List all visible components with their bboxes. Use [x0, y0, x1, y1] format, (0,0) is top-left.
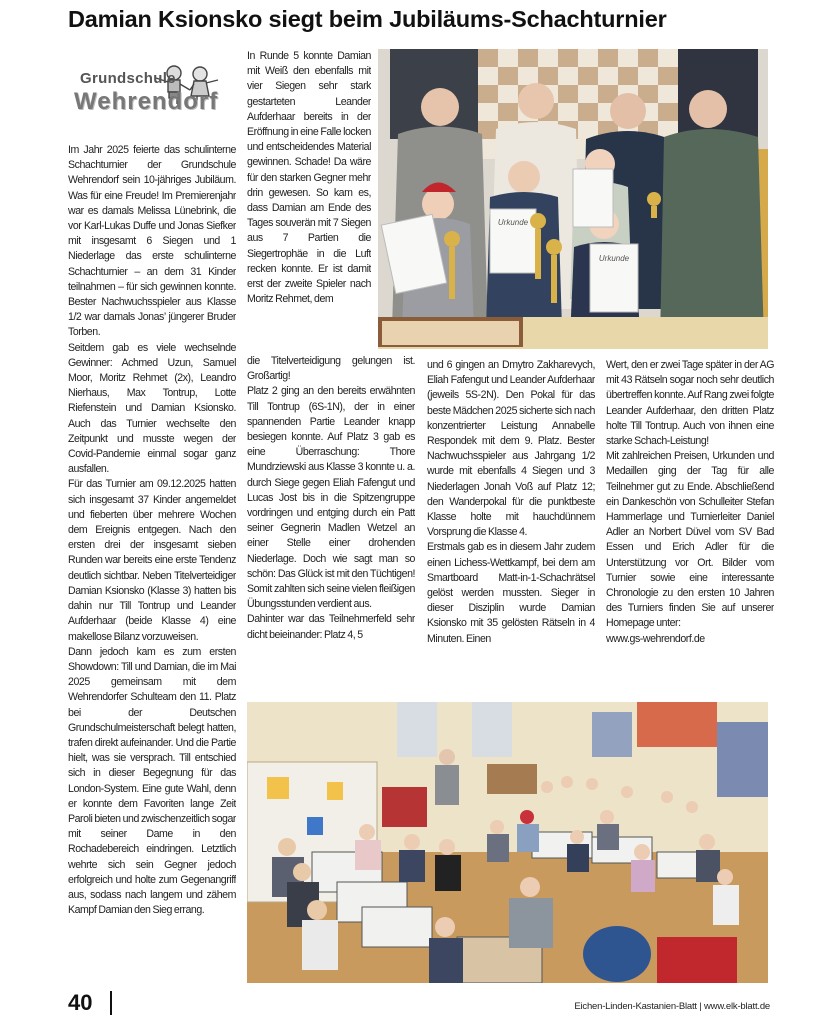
paragraph: Wert, den er zwei Tage später in der AG mit 43 Rätseln sogar noch sehr deutlich übertreffen konnte. Auf Rang zwei folgte Leander Aufderhaar, den dritten Platz holte Till Tontrup. Auch von ihnen eine starke Schach-Leistung! [606, 359, 774, 448]
certificate-label: Urkunde [497, 218, 529, 227]
certificate [590, 244, 638, 312]
paragraph: und 6 gingen an Dmytro Zakharevych, Eliah Fafengut und Leander Aufderhaar (jeweils 5S-2N). Den Pokal für das beste Mädchen 2025 sicherte sich nach konzentrierter Leistung Annabelle Respondek mit dem 9. Platz. Bester Nachwuchsspieler aus Jahrgang 1/2 wurde mit ebenfalls 4 Siegen und 3 Niederlagen Jonah Voß auf Platz 12; den Wanderpokal für die punktbeste Klasse holte mit hauchdünnem Vorsprung die Klasse 4. [427, 359, 595, 539]
paragraph: die Titelverteidigung gelungen ist. Großartig! [247, 355, 415, 383]
winners-group-photo [378, 49, 768, 349]
article-column-2-top [247, 49, 371, 339]
paragraph: Seitdem gab es viele wechselnde Gewinner: Achmed Uzun, Samuel Moor, Moritz Rehmet (2x), Leandro Nierhaus, Max Tontrup, Lotte Riefenstein und Damian Ksionsko. Auch das Turnier wechselte den Zeitpunkt und musste wegen der Covid-Pandemie einmal sogar ganz ausfallen. [68, 341, 236, 476]
page-number: 40 [68, 990, 93, 1015]
article-column-2 [247, 354, 415, 698]
winners-photo-illustration [378, 49, 768, 349]
logo-line-2: Wehrendorf [74, 88, 219, 115]
school-logo [68, 62, 228, 132]
website-link[interactable]: www.gs-wehrendorf.de [606, 632, 705, 645]
certificate [490, 209, 536, 273]
paragraph: Erstmals gab es in diesem Jahr zudem einen Lichess-Wettkampf, bei dem am Smartboard Matt-in-1-Schachrätsel gelöst werden mussten. Sieger in dieser Disziplin wurde Damian Ksionsko mit 35 gelösten Rätseln in 4 Minuten. Einen [427, 541, 595, 645]
article-title: Damian Ksionsko siegt beim Jubiläums-Schachturnier [68, 6, 667, 32]
paragraph: Im Jahr 2025 feierte das schulinterne Schachturnier der Grundschule Wehrendorf sein 10-jähriges Jubiläum. Was für eine Freude! Im Premierenjahr war es damals Melissa Lünebrink, die vor Karl-Lukas Duffe und Jonas Siefker mit insgesamt 6 Siegen und 1 Niederlage das erste schulinterne Schachturnier – an dem 31 Kinder teilnahmen – für sich gewinnen konnte. Bester Nachwuchsspieler aus Klasse 1/2 war damals Jonas’ jüngerer Bruder Torben. [68, 144, 236, 339]
classroom-photo-illustration [247, 702, 768, 983]
article-column-4 [606, 358, 774, 698]
chess-table [362, 907, 432, 947]
publication-footer: Eichen-Linden-Kastanien-Blatt | www.elk-blatt.de [574, 1001, 770, 1012]
paragraph: Platz 2 ging an den bereits erwähnten Till Tontrup (6S-1N), der in einer spannenden Partie Leander knapp besiegen konnte. Auf Platz 3 gab es eine Überraschung: Thore Mundrziewski aus Klasse 3 konnte u. a. durch Siege gegen Eliah Fafengut und Lucas Jost bis in die Spitzengruppe vordringen und entging durch ein Patt seiner Gegnerin Madlen Wetzel an einer Stelle einer drohenden Niederlage. Doch wie sagt man so schön: Das Glück ist mit den Tüchtigen! Somit zahlten sich seine vielen fleißigen Übungsstunden verdient aus. [247, 385, 415, 611]
classroom-tournament-photo [247, 702, 768, 983]
paragraph: Dann jedoch kam es zum ersten Showdown: Till und Damian, die im Mai 2025 gemeinsam mit dem Wehrendorfer Schulteam den 11. Platz bei der Deutschen Grundschulmeisterschaft belegt hatten, trafen direkt aufeinander. Und die Partie hielt, was sie versprach. Till entschied sich in dieser Begegnung für das London-System. Eine gute Wahl, denn er konnte dem Favoriten lange Zeit Paroli bieten und zwischenzeitlich sogar mit seiner Dame in den Rochadebereich eindringen. Letztlich wehrte sich sein Gegner jedoch erfolgreich und holte zum Gegenangriff aus, sodass nach langem und zähem Kampf Damian den Sieg errang. [68, 645, 236, 917]
certificate-label: Urkunde [598, 254, 630, 263]
paragraph: Mit zahlreichen Preisen, Urkunden und Medaillen ging der Tag für alle Teilnehmer gut zu Ende. Abschließend ein Dankeschön von Schulleiter Stefan Hammerlage und Turnierleiter Daniel Adler an Norbert Düvel vom SV Bad Essen und Erich Adler für die Unterstützung vor Ort. Bilder vom Turnier sowie eine interessante Chronologie zu den ersten 10 Jahren des Turniers finden Sie auf unserer Homepage unter: [606, 450, 774, 630]
certificate [573, 169, 613, 227]
blue-chair [583, 926, 651, 982]
article-column-3 [427, 358, 595, 698]
article-column-1 [68, 143, 236, 983]
paragraph: Dahinter war das Teilnehmerfeld sehr dicht beieinander: Platz 4, 5 [247, 613, 415, 641]
paragraph: In Runde 5 konnte Damian mit Weiß den ebenfalls mit vier Siegen sehr stark gestarteten Leander Aufderhaar bereits in der Eröffnung in eine Falle locken und entscheidendes Material gewinnen. Schade! Da wäre für den starken Gegner mehr drin gewesen. So kam es, dass Damian am Ende des Tages souverän mit 7 Siegen aus 7 Partien die Siegertrophäe in die Luft recken konnte. Er ist damit erst der zweite Spieler nach Moritz Rehmet, dem [247, 50, 371, 306]
footer-divider [110, 991, 112, 1015]
table-chessboard [378, 317, 523, 347]
paragraph: Für das Turnier am 09.12.2025 hatten sich insgesamt 37 Kinder angemeldet und fieberten über mehrere Wochen dem Ereignis entgegen. Nach den ersten drei der insgesamt sieben Runden war bereits eine erste Tendenz deutlich sichtbar. Neben Titelverteidiger Damian Ksionsko (Klasse 3) hatten bis dahin nur Till Tontrup und Leander Aufderhaar (beide Klasse 4) eine makellose Bilanz vorzuweisen. [68, 478, 236, 643]
logo-line-1: Grundschule [80, 70, 176, 87]
